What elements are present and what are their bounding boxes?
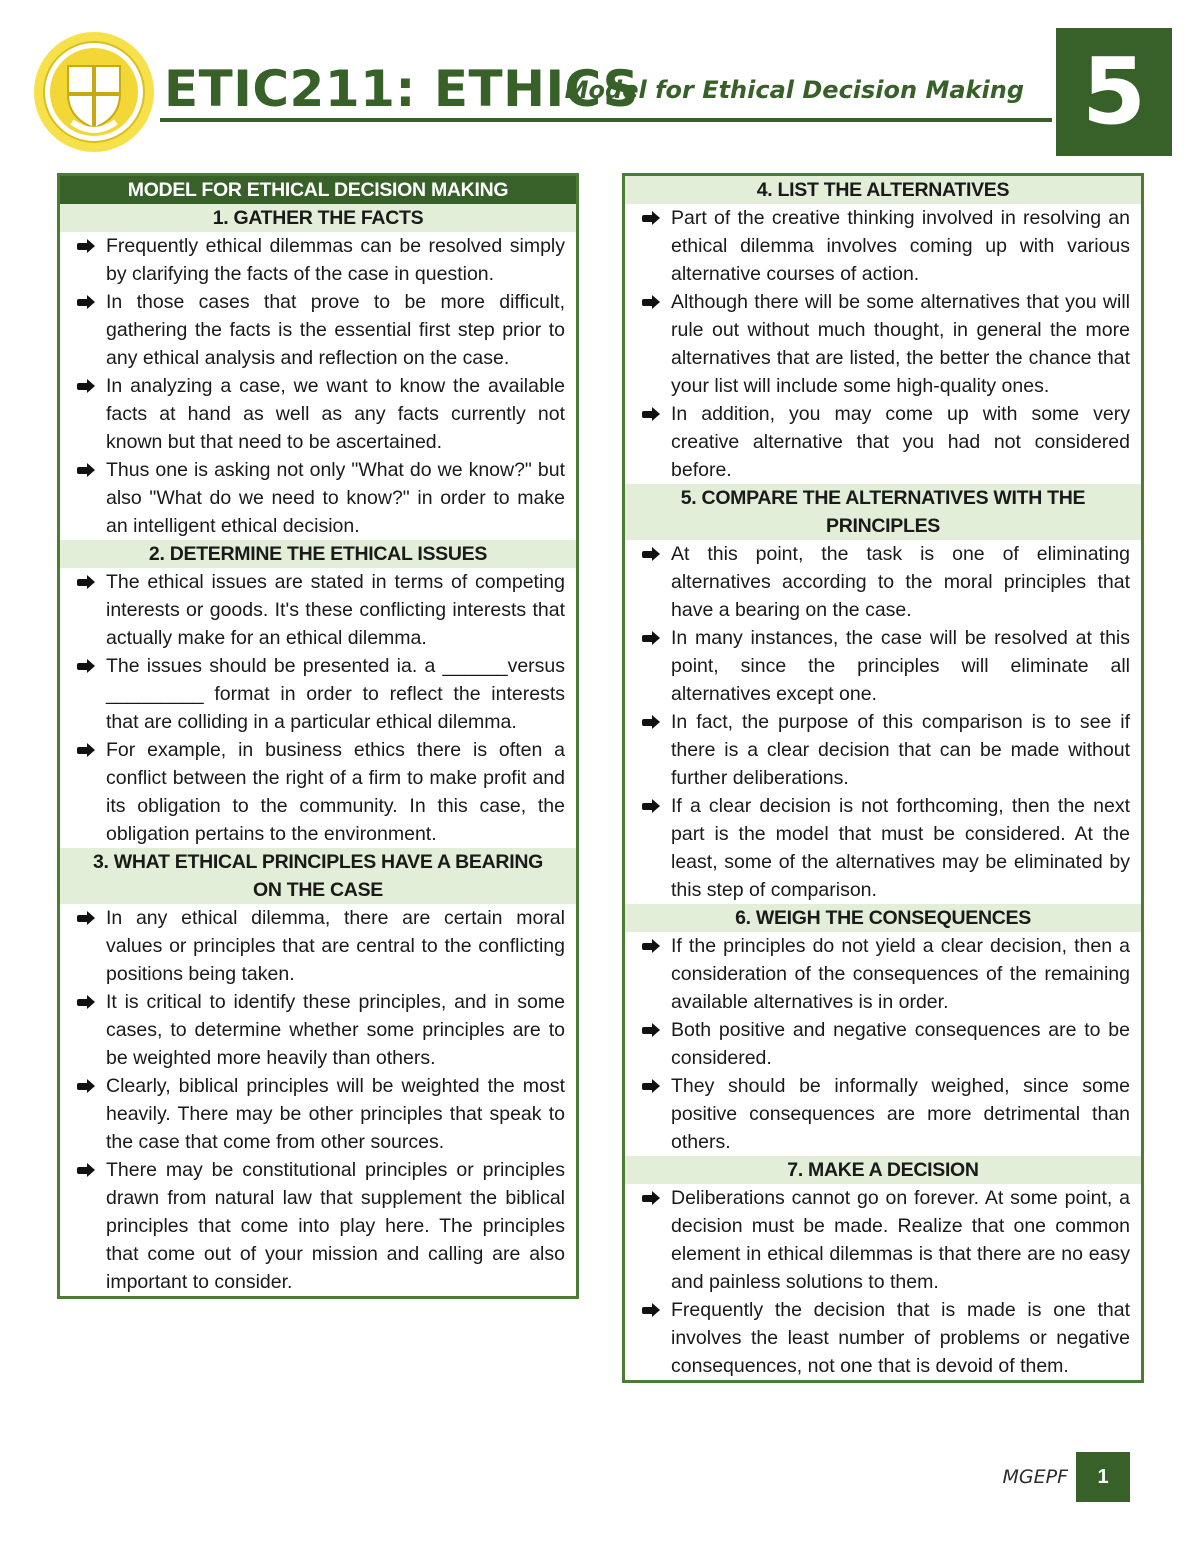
list-item: In those cases that prove to be more difficult, gathering the facts is the essential first step prior to any ethical analysis and reflection on the case.: [60, 288, 576, 372]
right-column: [622, 173, 1144, 1383]
section-title-ethical-principles: 3. WHAT ETHICAL PRINCIPLES HAVE A BEARING ON THE CASE: [60, 848, 576, 904]
section-title-weigh-consequences: 6. WEIGH THE CONSEQUENCES: [625, 904, 1141, 932]
list-item: In any ethical dilemma, there are certain moral values or principles that are central to the conflicting positions being taken.: [60, 904, 576, 988]
arrow-bullet-icon: [77, 747, 89, 754]
arrow-bullet-icon: [77, 1167, 89, 1174]
section-title-compare-alternatives: 5. COMPARE THE ALTERNATIVES WITH THE PRINCIPLES: [625, 484, 1141, 540]
section-list-weigh-consequences: [625, 932, 1141, 1156]
arrow-bullet-icon: [77, 915, 89, 922]
arrow-bullet-icon: [642, 411, 654, 418]
list-item: If the principles do not yield a clear decision, then a consideration of the consequences of the remaining available alternatives is in order.: [625, 932, 1141, 1016]
section-title-make-decision: 7. MAKE A DECISION: [625, 1156, 1141, 1184]
list-item: In addition, you may come up with some very creative alternative that you had not considered before.: [625, 400, 1141, 484]
arrow-bullet-icon: [77, 467, 89, 474]
course-title: ETIC211: ETHICS: [164, 60, 640, 118]
arrow-bullet-icon: [642, 1083, 654, 1090]
list-item: If a clear decision is not forthcoming, then the next part is the model that must be considered. At the least, some of the alternatives may be eliminated by this step of comparison.: [625, 792, 1141, 904]
left-column: [57, 173, 579, 1299]
list-item: In analyzing a case, we want to know the available facts at hand as well as any facts currently not known but that need to be ascertained.: [60, 372, 576, 456]
section-title-list-alternatives: 4. LIST THE ALTERNATIVES: [625, 176, 1141, 204]
arrow-bullet-icon: [642, 719, 654, 726]
list-item: Thus one is asking not only "What do we know?" but also "What do we need to know?" in order to make an intelligent ethical decision.: [60, 456, 576, 540]
list-item: Although there will be some alternatives that you will rule out without much thought, in general the more alternatives that are listed, the better the chance that your list will include some high-quality ones.: [625, 288, 1141, 400]
arrow-bullet-icon: [77, 579, 89, 586]
arrow-bullet-icon: [642, 215, 654, 222]
list-item: At this point, the task is one of eliminating alternatives according to the moral principles that have a bearing on the case.: [625, 540, 1141, 624]
arrow-bullet-icon: [77, 383, 89, 390]
arrow-bullet-icon: [77, 243, 89, 250]
university-seal-logo: [32, 30, 156, 154]
list-item: Frequently ethical dilemmas can be resolved simply by clarifying the facts of the case in question.: [60, 232, 576, 288]
section-list-ethical-principles: [60, 904, 576, 1296]
arrow-bullet-icon: [77, 999, 89, 1006]
arrow-bullet-icon: [642, 1027, 654, 1034]
list-item: It is critical to identify these principles, and in some cases, to determine whether some principles are to be weighted more heavily than others.: [60, 988, 576, 1072]
arrow-bullet-icon: [77, 299, 89, 306]
section-title-gather-facts: 1. GATHER THE FACTS: [60, 204, 576, 232]
section-list-compare-alternatives: [625, 540, 1141, 904]
list-item: They should be informally weighed, since some positive consequences are more detrimental than others.: [625, 1072, 1141, 1156]
list-item: There may be constitutional principles or principles drawn from natural law that supplement the biblical principles that come into play here. The principles that come out of your mission and calling are also important to consider.: [60, 1156, 576, 1296]
arrow-bullet-icon: [642, 551, 654, 558]
list-item: Deliberations cannot go on forever. At some point, a decision must be made. Realize that one common element in ethical dilemmas is that there are no easy and painless solutions to them.: [625, 1184, 1141, 1296]
footer-code: MGEPF: [1002, 1466, 1068, 1488]
main-section-title: MODEL FOR ETHICAL DECISION MAKING: [60, 176, 576, 204]
list-item: The issues should be presented ia. a ______versus _________ format in order to reflect the interests that are colliding in a particular ethical dilemma.: [60, 652, 576, 736]
arrow-bullet-icon: [642, 803, 654, 810]
arrow-bullet-icon: [642, 1307, 654, 1314]
list-item: In fact, the purpose of this comparison is to see if there is a clear decision that can be made without further deliberations.: [625, 708, 1141, 792]
list-item: In many instances, the case will be resolved at this point, since the principles will eliminate all alternatives except one.: [625, 624, 1141, 708]
arrow-bullet-icon: [642, 635, 654, 642]
header-divider: [160, 118, 1052, 122]
list-item: The ethical issues are stated in terms of competing interests or goods. It's these conflicting interests that actually make for an ethical dilemma.: [60, 568, 576, 652]
section-list-ethical-issues: [60, 568, 576, 848]
module-number-badge: 5: [1056, 28, 1172, 156]
section-title-ethical-issues: 2. DETERMINE THE ETHICAL ISSUES: [60, 540, 576, 568]
arrow-bullet-icon: [642, 943, 654, 950]
section-list-gather-facts: [60, 232, 576, 540]
arrow-bullet-icon: [642, 1195, 654, 1202]
section-list-list-alternatives: [625, 204, 1141, 484]
arrow-bullet-icon: [77, 1083, 89, 1090]
arrow-bullet-icon: [77, 663, 89, 670]
list-item: Frequently the decision that is made is one that involves the least number of problems or negative consequences, not one that is devoid of them.: [625, 1296, 1141, 1380]
list-item: Clearly, biblical principles will be weighted the most heavily. There may be other principles that speak to the case that come from other sources.: [60, 1072, 576, 1156]
list-item: Both positive and negative consequences are to be considered.: [625, 1016, 1141, 1072]
list-item: Part of the creative thinking involved in resolving an ethical dilemma involves coming up with various alternative courses of action.: [625, 204, 1141, 288]
topic-title: Model for Ethical Decision Making: [564, 76, 1024, 104]
list-item: For example, in business ethics there is often a conflict between the right of a firm to make profit and its obligation to the community. In this case, the obligation pertains to the environment.: [60, 736, 576, 848]
arrow-bullet-icon: [642, 299, 654, 306]
section-list-make-decision: [625, 1184, 1141, 1380]
page-number-badge: 1: [1076, 1452, 1130, 1502]
